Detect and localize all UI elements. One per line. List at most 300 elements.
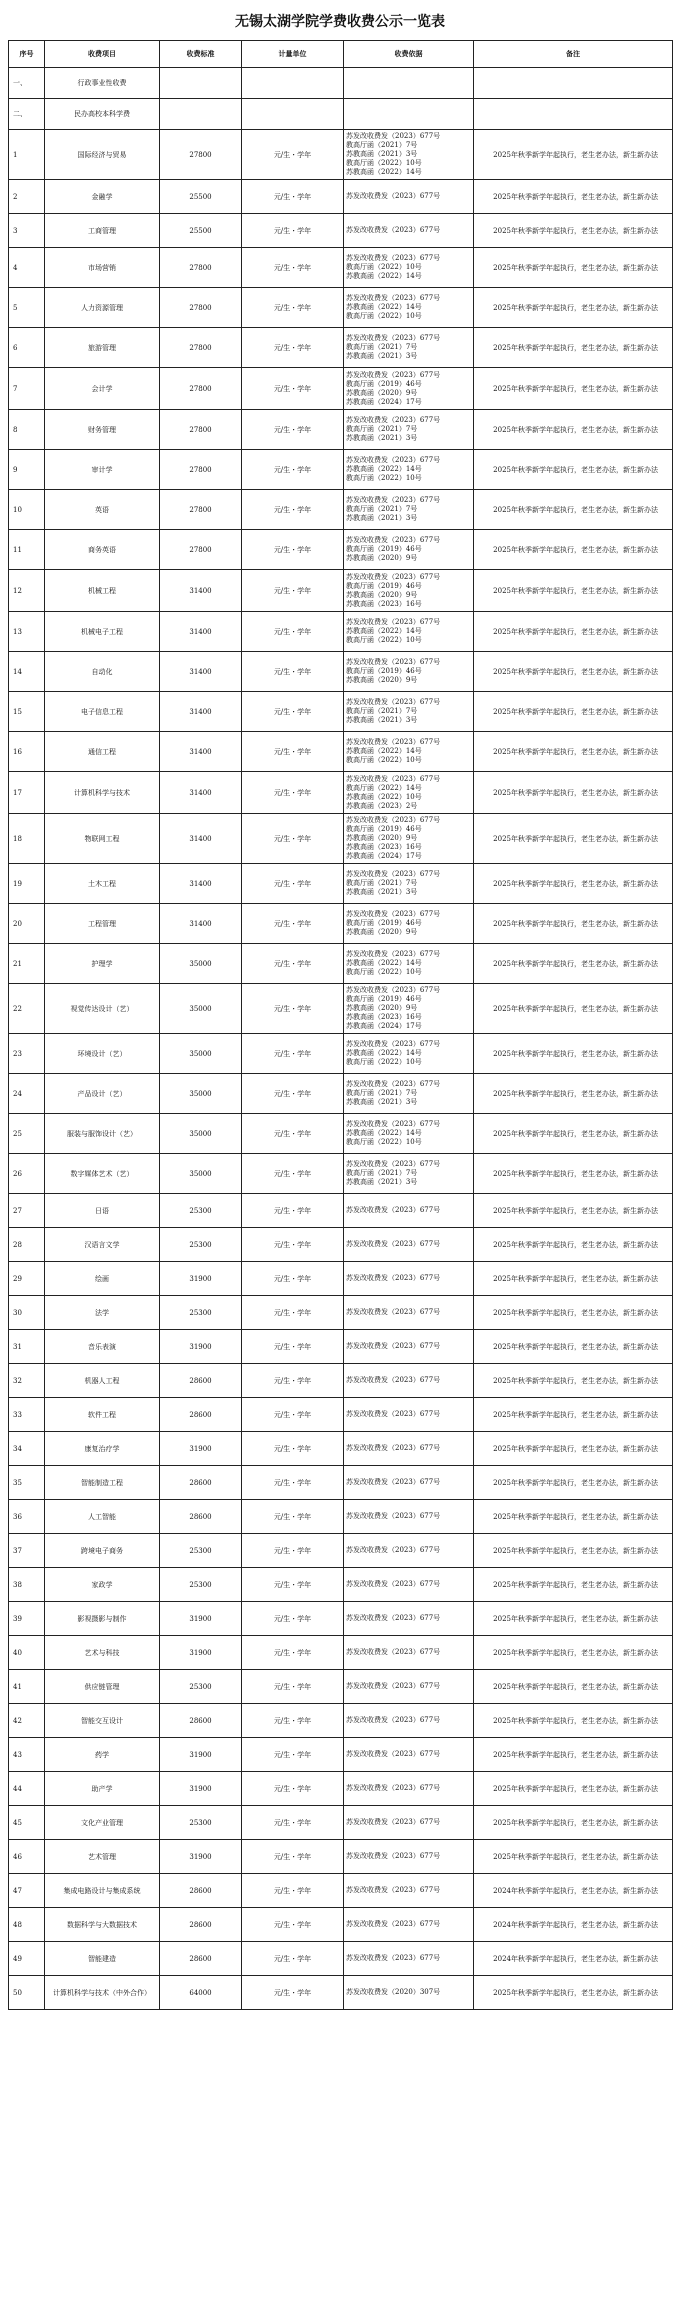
row-note: 2025年秋季新学年起执行，老生老办法，新生新办法 [474,1262,673,1296]
row-no: 48 [9,1908,45,1942]
row-basis [344,1364,474,1398]
row-note: 2025年秋季新学年起执行，老生老办法，新生新办法 [474,180,673,214]
table-row [9,612,673,652]
row-fee: 27800 [160,490,242,530]
basis-line: 苏教高函（2021）3号 [346,888,418,896]
row-note: 2025年秋季新学年起执行，老生老办法，新生新办法 [474,570,673,612]
row-basis [344,944,474,984]
basis-line: 苏发改收费发（2023）677号 [346,1444,441,1452]
basis-line: 苏教高函（2020）9号 [346,928,418,936]
table-row [9,570,673,612]
row-unit: 元/生・学年 [242,1194,344,1228]
row-no: 47 [9,1874,45,1908]
row-fee: 28600 [160,1364,242,1398]
row-note: 2025年秋季新学年起执行，老生老办法，新生新办法 [474,1330,673,1364]
row-unit: 元/生・学年 [242,248,344,288]
table-row [9,864,673,904]
basis-line: 教高厅函（2019）46号 [346,581,422,590]
row-basis [344,864,474,904]
header-unit: 计量单位 [242,41,344,68]
basis-line: 苏发改收费发（2023）677号 [346,1784,441,1792]
basis-line: 教高厅函（2022）10号 [346,474,422,482]
row-item-name: 跨境电子商务 [45,1534,160,1568]
table-row [9,130,673,180]
table-row [9,1074,673,1114]
basis-line: 苏教高函（2022）14号 [346,1129,422,1137]
row-fee: 64000 [160,1976,242,2010]
basis-line: 苏发改收费发（2023）677号 [346,1852,441,1860]
basis-line: 苏发改收费发（2023）677号 [346,1716,441,1724]
row-no: 9 [9,450,45,490]
row-unit: 元/生・学年 [242,652,344,692]
basis-line: 苏发改收费发（2023）677号 [346,416,441,424]
row-basis [344,1398,474,1432]
basis-line: 苏发改收费发（2023）677号 [346,1274,441,1282]
row-item-name: 文化产业管理 [45,1806,160,1840]
row-no: 49 [9,1942,45,1976]
row-basis [344,1034,474,1074]
row-fee: 25300 [160,1806,242,1840]
row-unit: 元/生・学年 [242,1704,344,1738]
table-row [9,1228,673,1262]
basis-line: 苏发改收费发（2023）677号 [346,132,441,140]
row-unit: 元/生・学年 [242,904,344,944]
row-note: 2025年秋季新学年起执行，老生老办法，新生新办法 [474,732,673,772]
basis-line: 苏教高函（2022）14号 [346,168,422,176]
row-no: 12 [9,570,45,612]
row-note: 2025年秋季新学年起执行，老生老办法，新生新办法 [474,1194,673,1228]
row-note: 2024年秋季新学年起执行，老生老办法，新生新办法 [474,1874,673,1908]
basis-line: 苏发改收费发（2023）677号 [346,1546,441,1554]
row-no: 22 [9,984,45,1034]
row-unit: 元/生・学年 [242,570,344,612]
row-item-name: 审计学 [45,450,160,490]
table-row [9,652,673,692]
row-fee: 31400 [160,570,242,612]
row-unit: 元/生・学年 [242,530,344,570]
row-basis [344,490,474,530]
row-basis [344,1432,474,1466]
basis-line: 苏教高函（2022）14号 [346,959,422,967]
row-no: 5 [9,288,45,328]
row-no: 8 [9,410,45,450]
row-note: 2025年秋季新学年起执行，老生老办法，新生新办法 [474,814,673,864]
row-fee: 31400 [160,814,242,864]
row-fee: 28600 [160,1874,242,1908]
row-item-name: 土木工程 [45,864,160,904]
row-unit: 元/生・学年 [242,130,344,180]
basis-line: 苏教高函（2023）2号 [346,801,418,810]
row-fee: 28600 [160,1908,242,1942]
basis-line: 苏教高函（2020）9号 [346,554,418,562]
basis-line: 苏发改收费发（2023）677号 [346,738,441,746]
row-fee: 31400 [160,864,242,904]
row-note: 2025年秋季新学年起执行，老生老办法，新生新办法 [474,1228,673,1262]
row-no: 37 [9,1534,45,1568]
table-row [9,1364,673,1398]
row-no: 7 [9,368,45,410]
row-fee: 28600 [160,1466,242,1500]
header-no: 序号 [9,41,45,68]
row-fee: 31400 [160,732,242,772]
row-no: 6 [9,328,45,368]
row-no: 45 [9,1806,45,1840]
row-item-name: 软件工程 [45,1398,160,1432]
row-no: 13 [9,612,45,652]
row-note: 2025年秋季新学年起执行，老生老办法，新生新办法 [474,944,673,984]
row-item-name: 国际经济与贸易 [45,130,160,180]
table-row [9,1772,673,1806]
basis-line: 苏教高函（2024）17号 [346,852,422,860]
row-item-name: 工商管理 [45,214,160,248]
table-row [9,368,673,410]
row-unit: 元/生・学年 [242,1840,344,1874]
section-no: 二、 [9,99,45,130]
row-no: 14 [9,652,45,692]
row-basis [344,1976,474,2010]
row-basis [344,1466,474,1500]
table-row [9,180,673,214]
table-row [9,1330,673,1364]
row-no: 46 [9,1840,45,1874]
row-basis [344,288,474,328]
row-no: 43 [9,1738,45,1772]
row-basis [344,1074,474,1114]
table-body [9,68,673,2010]
row-note: 2025年秋季新学年起执行，老生老办法，新生新办法 [474,1738,673,1772]
basis-line: 苏发改收费发（2023）677号 [346,1648,441,1656]
row-item-name: 产品设计（艺） [45,1074,160,1114]
row-no: 3 [9,214,45,248]
basis-line: 教高厅函（2021）7号 [346,1169,418,1177]
basis-line: 教高厅函（2022）10号 [346,1138,422,1146]
basis-line: 苏发改收费发（2023）677号 [346,1308,441,1316]
row-fee: 35000 [160,1114,242,1154]
basis-line: 苏发改收费发（2023）677号 [346,1886,441,1894]
row-basis [344,1154,474,1194]
row-fee: 31400 [160,772,242,814]
row-note: 2025年秋季新学年起执行，老生老办法，新生新办法 [474,1466,673,1500]
row-note: 2025年秋季新学年起执行，老生老办法，新生新办法 [474,490,673,530]
row-note: 2025年秋季新学年起执行，老生老办法，新生新办法 [474,410,673,450]
row-unit: 元/生・学年 [242,410,344,450]
row-unit: 元/生・学年 [242,944,344,984]
row-fee: 31900 [160,1432,242,1466]
basis-line: 苏发改收费发（2023）677号 [346,1160,441,1168]
basis-line: 苏教高函（2020）9号 [346,834,418,842]
row-no: 31 [9,1330,45,1364]
basis-line: 苏发改收费发（2020）307号 [346,1988,441,1996]
row-no: 36 [9,1500,45,1534]
row-no: 19 [9,864,45,904]
row-item-name: 数字媒体艺术（艺） [45,1154,160,1194]
table-row [9,1602,673,1636]
table-row [9,1636,673,1670]
row-unit: 元/生・学年 [242,1942,344,1976]
row-note: 2025年秋季新学年起执行，老生老办法，新生新办法 [474,692,673,732]
row-note: 2025年秋季新学年起执行，老生老办法，新生新办法 [474,1034,673,1074]
row-note: 2025年秋季新学年起执行，老生老办法，新生新办法 [474,1602,673,1636]
row-basis [344,1908,474,1942]
basis-line: 苏发改收费发（2023）677号 [346,986,441,994]
row-basis [344,1228,474,1262]
row-basis [344,214,474,248]
row-note: 2025年秋季新学年起执行，老生老办法，新生新办法 [474,450,673,490]
basis-line: 苏发改收费发（2023）677号 [346,456,441,464]
basis-line: 苏发改收费发（2023）677号 [346,254,441,262]
row-no: 35 [9,1466,45,1500]
table-row [9,1874,673,1908]
table-row [9,1806,673,1840]
basis-line: 教高厅函（2021）7号 [346,505,418,513]
row-basis [344,368,474,410]
table-row [9,1398,673,1432]
row-note: 2025年秋季新学年起执行，老生老办法，新生新办法 [474,1976,673,2010]
basis-line: 苏发改收费发（2023）677号 [346,1512,441,1520]
row-item-name: 机器人工程 [45,1364,160,1398]
basis-line: 苏教高函（2020）9号 [346,590,418,599]
row-basis [344,450,474,490]
row-fee: 35000 [160,1154,242,1194]
basis-line: 苏发改收费发（2023）677号 [346,698,441,706]
basis-line: 苏教高函（2021）3号 [346,150,418,158]
table-row [9,1154,673,1194]
row-fee: 31400 [160,904,242,944]
row-fee: 28600 [160,1704,242,1738]
row-item-name: 护理学 [45,944,160,984]
row-item-name: 日语 [45,1194,160,1228]
row-basis [344,1534,474,1568]
row-fee: 31900 [160,1330,242,1364]
row-item-name: 机械工程 [45,570,160,612]
basis-line: 苏发改收费发（2023）677号 [346,950,441,958]
row-no: 20 [9,904,45,944]
row-basis [344,904,474,944]
row-item-name: 艺术与科技 [45,1636,160,1670]
basis-line: 苏教高函（2021）3号 [346,1098,418,1106]
basis-line: 教高厅函（2019）46号 [346,919,422,927]
row-item-name: 自动化 [45,652,160,692]
row-basis [344,1670,474,1704]
table-row [9,1534,673,1568]
row-fee: 27800 [160,130,242,180]
row-fee: 25300 [160,1534,242,1568]
row-basis [344,692,474,732]
row-basis [344,1704,474,1738]
row-item-name: 服装与服饰设计（艺） [45,1114,160,1154]
row-no: 32 [9,1364,45,1398]
basis-line: 苏教高函（2023）16号 [346,1013,422,1021]
table-row [9,1976,673,2010]
row-basis [344,1806,474,1840]
basis-line: 苏教高函（2024）17号 [346,1022,422,1030]
row-unit: 元/生・学年 [242,1330,344,1364]
row-note: 2025年秋季新学年起执行，老生老办法，新生新办法 [474,652,673,692]
row-note: 2025年秋季新学年起执行，老生老办法，新生新办法 [474,1500,673,1534]
basis-line: 苏发改收费发（2023）677号 [346,816,441,824]
table-row [9,772,673,814]
row-item-name: 工程管理 [45,904,160,944]
basis-line: 苏发改收费发（2023）677号 [346,1580,441,1588]
row-note: 2025年秋季新学年起执行，老生老办法，新生新办法 [474,984,673,1034]
row-fee: 27800 [160,410,242,450]
row-basis [344,328,474,368]
row-note: 2025年秋季新学年起执行，老生老办法，新生新办法 [474,1432,673,1466]
row-note: 2025年秋季新学年起执行，老生老办法，新生新办法 [474,864,673,904]
row-fee: 35000 [160,984,242,1034]
row-unit: 元/生・学年 [242,692,344,732]
basis-line: 苏发改收费发（2023）677号 [346,1206,441,1214]
row-fee: 27800 [160,368,242,410]
basis-line: 苏发改收费发（2023）677号 [346,1954,441,1962]
row-unit: 元/生・学年 [242,1874,344,1908]
row-unit: 元/生・学年 [242,368,344,410]
table-header-row [9,41,673,68]
table-row [9,1034,673,1074]
row-fee: 27800 [160,248,242,288]
basis-line: 苏发改收费发（2023）677号 [346,774,441,783]
row-note: 2025年秋季新学年起执行，老生老办法，新生新办法 [474,1704,673,1738]
section-no: 一、 [9,68,45,99]
basis-line: 苏教高函（2022）10号 [346,792,422,801]
basis-line: 苏发改收费发（2023）677号 [346,1410,441,1418]
basis-line: 苏教高函（2022）14号 [346,1049,422,1057]
row-no: 38 [9,1568,45,1602]
basis-line: 苏发改收费发（2023）677号 [346,192,441,200]
row-basis [344,530,474,570]
row-item-name: 金融学 [45,180,160,214]
row-no: 50 [9,1976,45,2010]
table-row [9,248,673,288]
table-row [9,410,673,450]
table-row [9,1704,673,1738]
row-basis [344,772,474,814]
row-unit: 元/生・学年 [242,814,344,864]
basis-line: 苏教高函（2023）16号 [346,843,422,851]
row-item-name: 供应链管理 [45,1670,160,1704]
section-name: 民办高校本科学费 [45,99,160,130]
row-fee: 28600 [160,1500,242,1534]
row-note: 2025年秋季新学年起执行，老生老办法，新生新办法 [474,1772,673,1806]
row-no: 15 [9,692,45,732]
basis-line: 教高厅函（2022）10号 [346,636,422,644]
row-item-name: 影视摄影与制作 [45,1602,160,1636]
basis-line: 苏发改收费发（2023）677号 [346,496,441,504]
basis-line: 教高厅函（2019）46号 [346,545,422,553]
row-fee: 31900 [160,1840,242,1874]
table-row [9,530,673,570]
row-fee: 27800 [160,450,242,490]
header-basis: 收费依据 [344,41,474,68]
basis-line: 教高厅函（2022）10号 [346,756,422,764]
row-no: 21 [9,944,45,984]
row-fee: 25300 [160,1568,242,1602]
table-row [9,1500,673,1534]
basis-line: 苏教高函（2022）14号 [346,627,422,635]
row-item-name: 计算机科学与技术（中外合作） [45,1976,160,2010]
row-note: 2025年秋季新学年起执行，老生老办法，新生新办法 [474,1114,673,1154]
row-item-name: 集成电路设计与集成系统 [45,1874,160,1908]
table-row [9,1296,673,1330]
row-note: 2025年秋季新学年起执行，老生老办法，新生新办法 [474,1670,673,1704]
row-basis [344,1840,474,1874]
row-item-name: 环境设计（艺） [45,1034,160,1074]
row-basis [344,652,474,692]
basis-line: 苏发改收费发（2023）677号 [346,572,441,581]
row-no: 39 [9,1602,45,1636]
row-no: 1 [9,130,45,180]
row-note: 2024年秋季新学年起执行，老生老办法，新生新办法 [474,1908,673,1942]
table-row [9,1942,673,1976]
row-unit: 元/生・学年 [242,1738,344,1772]
row-unit: 元/生・学年 [242,490,344,530]
row-fee: 27800 [160,328,242,368]
row-basis [344,1738,474,1772]
row-item-name: 财务管理 [45,410,160,450]
row-unit: 元/生・学年 [242,864,344,904]
basis-line: 教高厅函（2022）14号 [346,783,422,792]
row-no: 23 [9,1034,45,1074]
basis-line: 苏教高函（2021）3号 [346,514,418,522]
row-basis [344,984,474,1034]
table-row [9,1670,673,1704]
basis-line: 苏教高函（2022）14号 [346,303,422,311]
basis-line: 苏教高函（2020）9号 [346,1004,418,1012]
row-unit: 元/生・学年 [242,1772,344,1806]
row-no: 2 [9,180,45,214]
basis-line: 苏发改收费发（2023）677号 [346,370,441,379]
row-item-name: 药学 [45,1738,160,1772]
table-row [9,814,673,864]
basis-line: 教高厅函（2019）46号 [346,825,422,833]
row-unit: 元/生・学年 [242,612,344,652]
basis-line: 苏发改收费发（2023）677号 [346,226,441,234]
row-note: 2025年秋季新学年起执行，老生老办法，新生新办法 [474,1398,673,1432]
row-unit: 元/生・学年 [242,1154,344,1194]
basis-line: 苏教高函（2024）17号 [346,397,422,406]
basis-line: 苏教高函（2022）14号 [346,465,422,473]
row-unit: 元/生・学年 [242,1074,344,1114]
table-row [9,984,673,1034]
row-basis [344,570,474,612]
row-note: 2025年秋季新学年起执行，老生老办法，新生新办法 [474,1154,673,1194]
row-fee: 31900 [160,1738,242,1772]
basis-line: 苏发改收费发（2023）677号 [346,1120,441,1128]
row-unit: 元/生・学年 [242,1262,344,1296]
row-unit: 元/生・学年 [242,214,344,248]
header-fee: 收费标准 [160,41,242,68]
row-basis [344,180,474,214]
row-basis [344,1194,474,1228]
basis-line: 苏发改收费发（2023）677号 [346,1750,441,1758]
table-row [9,1262,673,1296]
row-unit: 元/生・学年 [242,1568,344,1602]
row-basis [344,248,474,288]
basis-line: 教高厅函（2022）10号 [346,312,422,320]
row-basis [344,1874,474,1908]
row-item-name: 法学 [45,1296,160,1330]
row-basis [344,1330,474,1364]
table-row [9,288,673,328]
row-basis [344,1636,474,1670]
table-row [9,490,673,530]
row-item-name: 绘画 [45,1262,160,1296]
row-note: 2025年秋季新学年起执行，老生老办法，新生新办法 [474,248,673,288]
row-item-name: 电子信息工程 [45,692,160,732]
row-unit: 元/生・学年 [242,1636,344,1670]
row-note: 2025年秋季新学年起执行，老生老办法，新生新办法 [474,1534,673,1568]
row-item-name: 音乐表演 [45,1330,160,1364]
